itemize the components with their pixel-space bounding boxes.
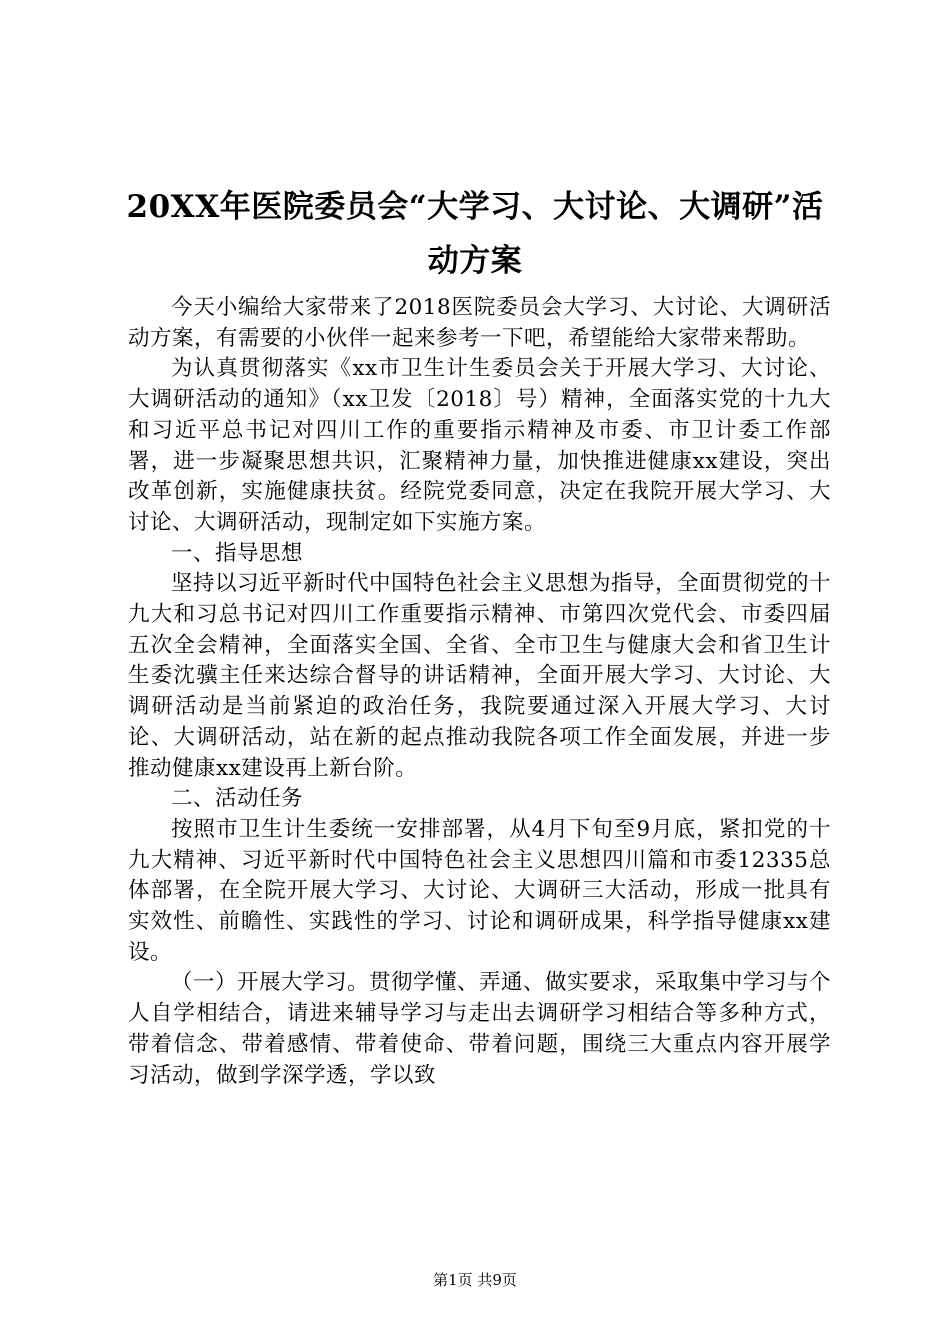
document-body [128, 293, 831, 1091]
section-heading-activity-tasks: 二、活动任务 [171, 786, 304, 812]
document-title: 20XX年医院委员会“大学习、大讨论、大调研”活动方案 [126, 189, 824, 279]
paragraph-activity-tasks: 按照市卫生计生委统一安排部署，从4月下旬至9月底，紧扣党的十九大精神、习近平新时代中国特色社会主义思想四川篇和市委12335总体部署，在全院开展大学习、大讨论、大调研三大活动，形成一批具有实效性、前瞻性、实践性的学习、讨论和调研成果，科学指导健康xx建设。 [128, 816, 831, 965]
paragraph-guiding-ideology: 坚持以习近平新时代中国特色社会主义思想为指导，全面贯彻党的十九大和习总书记对四川工作重要指示精神、市第四次党代会、市委四届五次全会精神，全面落实全国、全省、全市卫生与健康大会和省卫生计生委沈骥主任来达综合督导的讲话精神，全面开展大学习、大讨论、大调研活动是当前紧迫的政治任务，我院要通过深入开展大学习、大讨论、大调研活动，站在新的起点推动我院各项工作全面发展，并进一步推动健康xx建设再上新台阶。 [128, 571, 832, 781]
paragraph-purpose: 为认真贯彻落实《xx市卫生计生委员会关于开展大学习、大讨论、大调研活动的通知》（xx卫发〔2018〕号）精神，全面落实党的十九大和习近平总书记对四川工作的重要指示精神及市委、市卫计委工作部署，进一步凝聚思想共识，汇聚精神力量，加快推进健康xx建设，突出改革创新，实施健康扶贫。经院党委同意，决定在我院开展大学习、大讨论、大调研活动，现制定如下实施方案。 [128, 356, 831, 535]
section-heading-guiding-ideology: 一、指导思想 [171, 540, 304, 566]
paragraph-intro: 今天小编给大家带来了2018医院委员会大学习、大讨论、大调研活动方案，有需要的小伙伴一起来参考一下吧，希望能给大家带来帮助。 [128, 295, 831, 351]
page-footer: 第1页 共9页 [433, 1271, 517, 1289]
paragraph-big-study: （一）开展大学习。贯彻学懂、弄通、做实要求，采取集中学习与个人自学相结合，请进来辅导学习与走出去调研学习相结合等多种方式，带着信念、带着感情、带着使命、带着问题，围绕三大重点内容开展学习活动，做到学深学透，学以致 [128, 970, 832, 1088]
